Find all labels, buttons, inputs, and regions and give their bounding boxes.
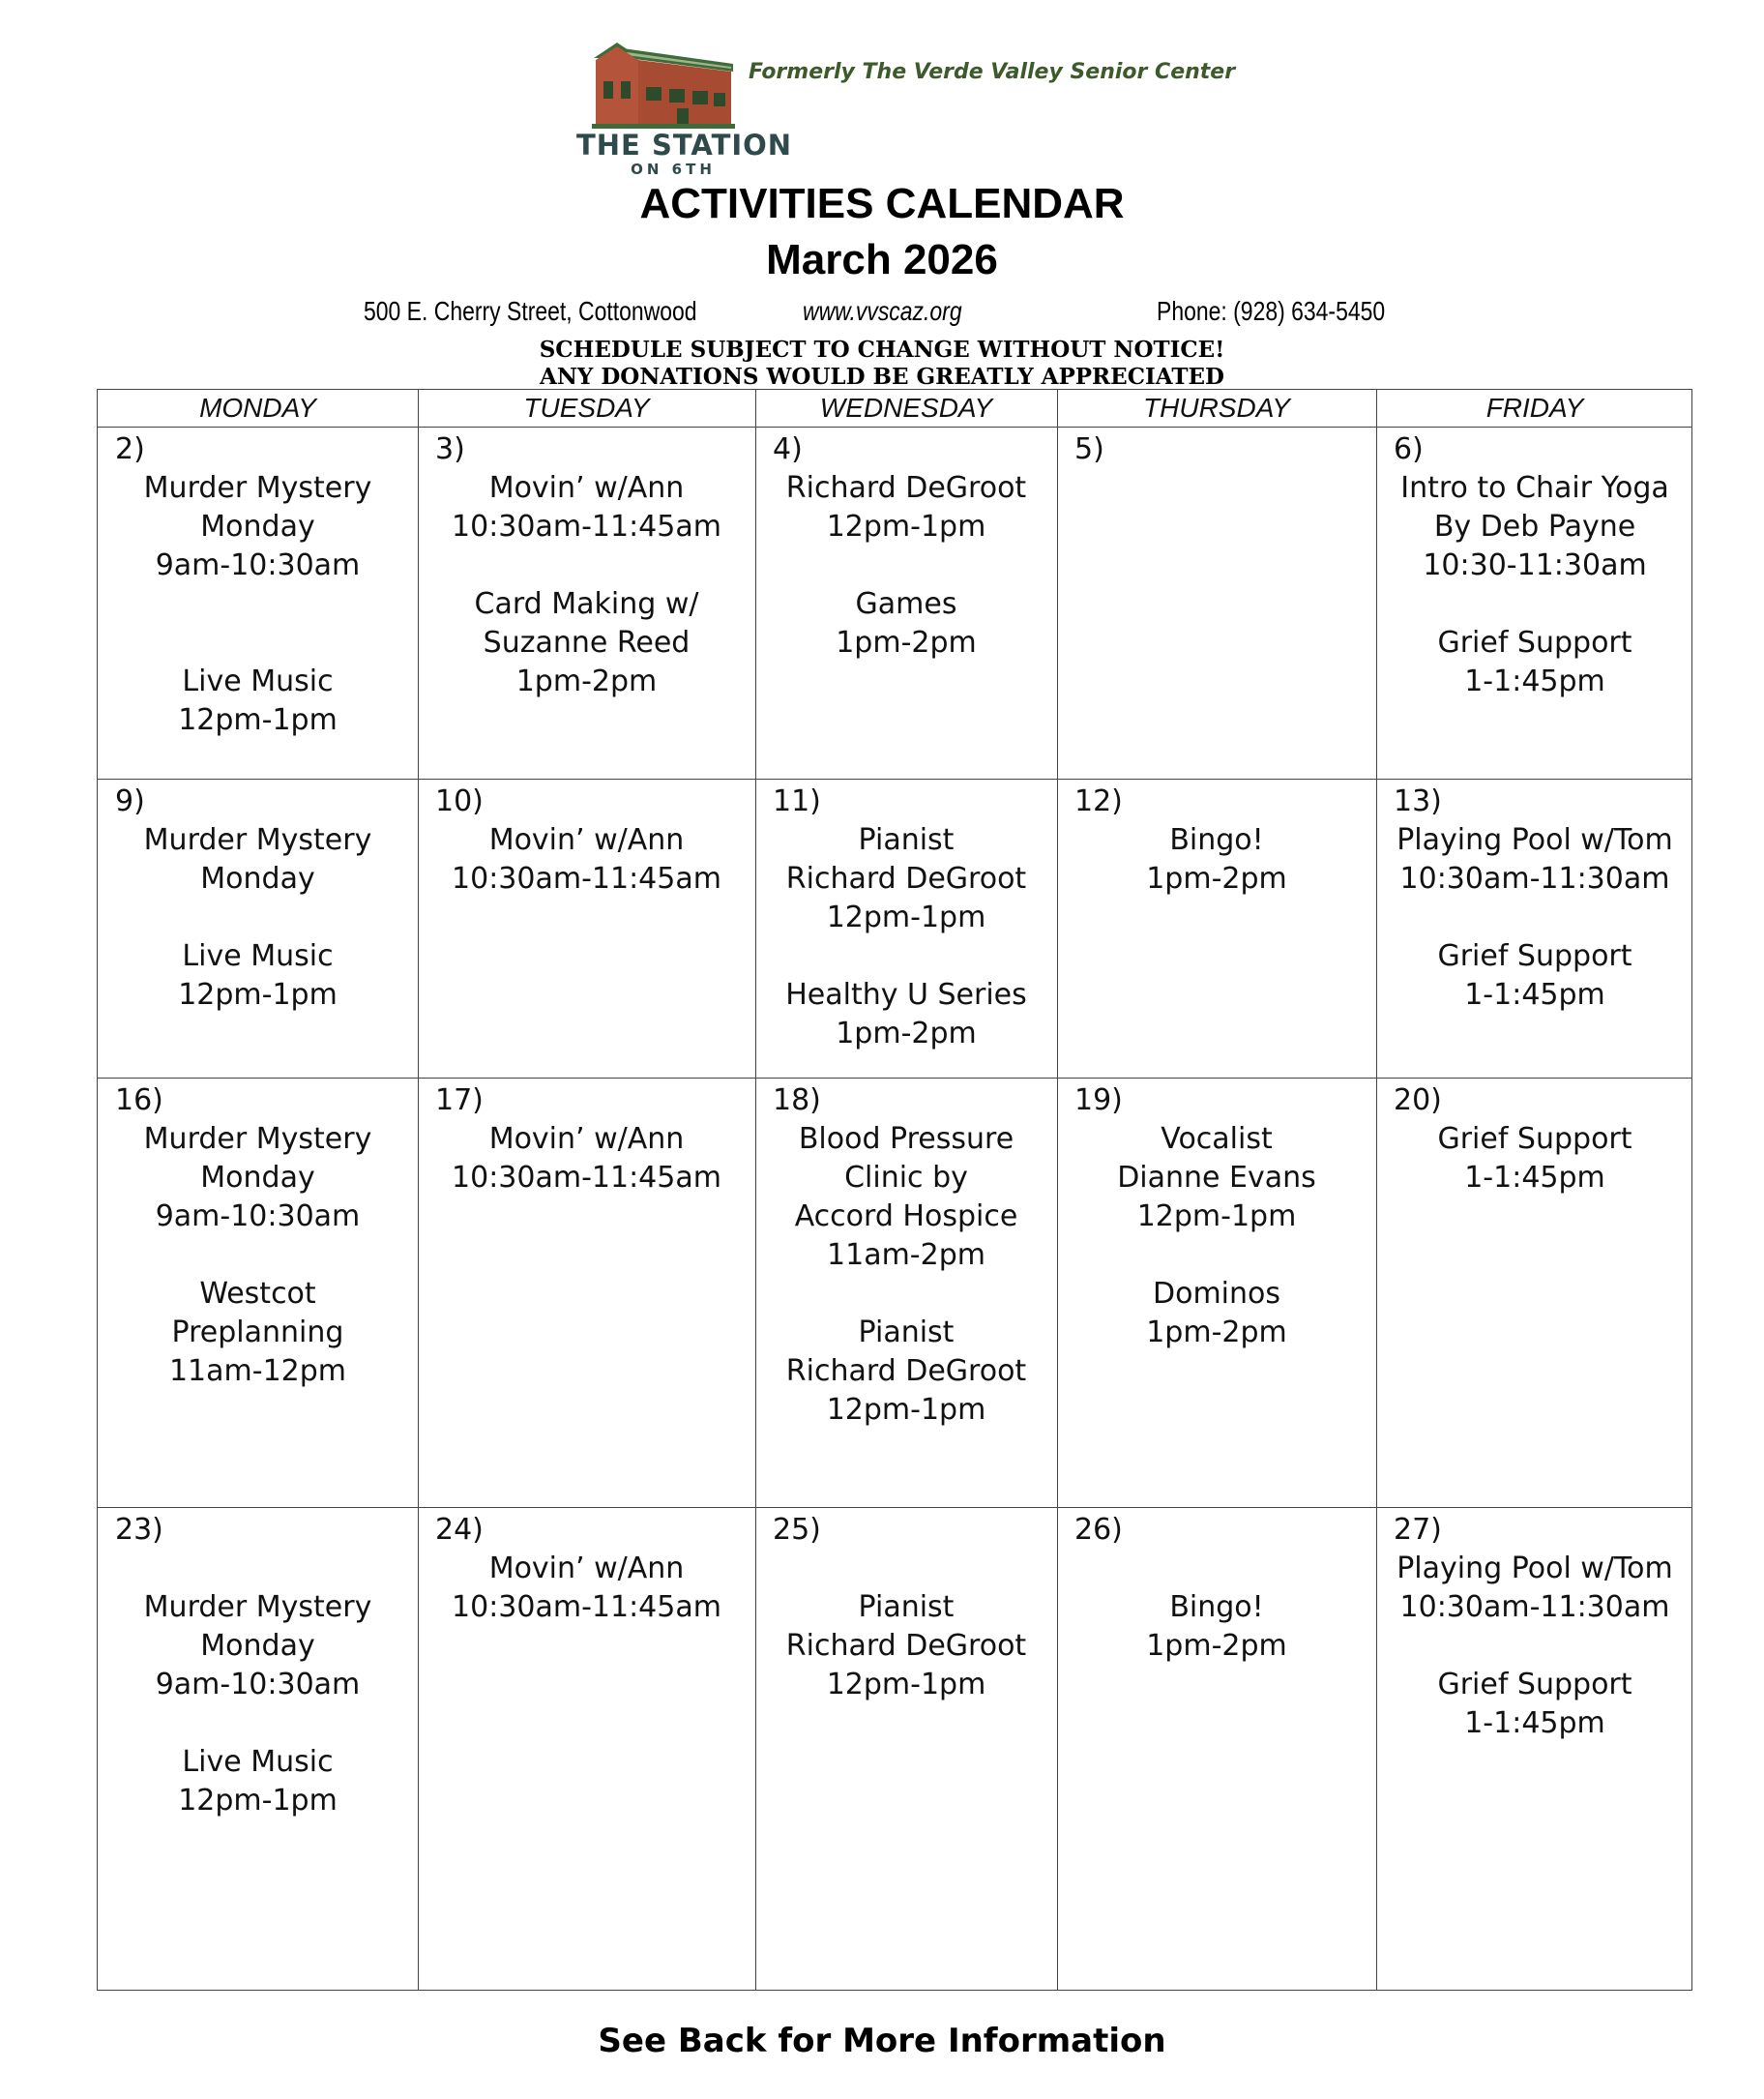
event-line: 1-1:45pm (1464, 1161, 1605, 1195)
event-line: Dianne Evans (1117, 1161, 1316, 1195)
day-number: 26) (1074, 1513, 1123, 1547)
day-cell (755, 427, 1057, 779)
event-list (1380, 1550, 1690, 1743)
event-line: Richard DeGroot (785, 1354, 1027, 1388)
day-cell (755, 779, 1057, 1078)
event-line: Blood Pressure (798, 1122, 1014, 1156)
event-list (1061, 821, 1372, 899)
event-line: 1-1:45pm (1464, 1706, 1605, 1740)
event-list (102, 1550, 414, 1820)
day-number: 16) (115, 1083, 163, 1117)
event-spacer (102, 1704, 414, 1743)
event-line: 9am-10:30am (155, 1668, 361, 1701)
day-cell (418, 427, 755, 779)
event-line: 10:30-11:30am (1423, 548, 1647, 582)
event-list (422, 1550, 751, 1627)
event-list (1380, 821, 1690, 1015)
event-line: 12pm-1pm (826, 510, 986, 544)
event-spacer (759, 1550, 1053, 1588)
event-line: 9am-10:30am (155, 1199, 361, 1233)
event-line: Monday (200, 862, 315, 896)
event-line: Bingo! (1169, 1590, 1264, 1624)
day-number: 27) (1394, 1513, 1442, 1547)
day-header-monday: MONDAY (199, 393, 316, 423)
event-line: Grief Support (1437, 1668, 1632, 1701)
day-header-thursday: THURSDAY (1143, 393, 1290, 423)
day-cell (98, 427, 418, 779)
event-line: Healthy U Series (785, 978, 1027, 1012)
event-line: Murder Mystery (143, 471, 372, 505)
event-line: 11am-2pm (827, 1238, 985, 1272)
event-line: Clinic by (844, 1161, 968, 1195)
event-spacer (759, 1275, 1053, 1314)
day-header-wednesday: WEDNESDAY (819, 393, 993, 423)
day-number: 13) (1394, 784, 1442, 818)
event-line: 12pm-1pm (826, 1393, 986, 1427)
day-number: 17) (435, 1083, 484, 1117)
day-number: 24) (435, 1513, 484, 1547)
event-spacer (759, 937, 1053, 976)
event-line: 12pm-1pm (178, 1784, 338, 1818)
event-line: 12pm-1pm (178, 978, 338, 1012)
event-line: Dominos (1152, 1277, 1280, 1311)
day-number: 9) (115, 784, 145, 818)
event-list (102, 821, 414, 1015)
event-spacer (102, 624, 414, 663)
event-line: Accord Hospice (794, 1199, 1018, 1233)
day-number: 3) (435, 432, 465, 466)
event-line: Vocalist (1161, 1122, 1273, 1156)
calendar-month: March 2026 (766, 236, 998, 283)
event-line: Live Music (182, 1745, 334, 1779)
day-number: 12) (1074, 784, 1123, 818)
day-number: 4) (773, 432, 803, 466)
event-line: Grief Support (1437, 626, 1632, 660)
event-line: Pianist (858, 823, 955, 857)
event-line: Murder Mystery (143, 1590, 372, 1624)
phone-number: Phone: (928) 634-5450 (1157, 296, 1386, 326)
day-number: 5) (1074, 432, 1104, 466)
day-cell (1057, 427, 1376, 779)
page-title: ACTIVITIES CALENDAR (639, 180, 1125, 227)
brand-name: THE STATION (576, 129, 793, 162)
event-line: 12pm-1pm (1136, 1199, 1297, 1233)
day-number: 18) (773, 1083, 821, 1117)
event-line: 12pm-1pm (826, 1668, 986, 1701)
day-number: 11) (773, 784, 821, 818)
event-list (102, 469, 414, 740)
event-line: Live Music (182, 665, 334, 698)
event-list (102, 1120, 414, 1391)
day-cell (418, 1078, 755, 1507)
day-cell (1376, 1078, 1693, 1507)
event-line: Pianist (858, 1590, 955, 1624)
event-list (759, 1550, 1053, 1704)
day-cell (98, 1078, 418, 1507)
day-cell (418, 779, 755, 1078)
event-line: By Deb Payne (1433, 510, 1636, 544)
event-line: 1pm-2pm (515, 665, 658, 698)
day-cell (418, 1507, 755, 1992)
day-cell (1376, 1507, 1693, 1992)
event-line: Murder Mystery (143, 823, 372, 857)
event-spacer (422, 547, 751, 585)
event-spacer (102, 1236, 414, 1275)
event-spacer (759, 547, 1053, 585)
event-line: 1pm-2pm (1146, 1629, 1287, 1663)
event-line: 12pm-1pm (178, 703, 338, 737)
day-number: 23) (115, 1513, 163, 1547)
event-line: Monday (200, 1629, 315, 1663)
day-number: 19) (1074, 1083, 1123, 1117)
day-cell (1376, 427, 1693, 779)
event-list (422, 821, 751, 899)
event-list (422, 1120, 751, 1197)
event-list (759, 1120, 1053, 1430)
event-line: 1pm-2pm (836, 1017, 977, 1050)
day-cell (1057, 1078, 1376, 1507)
event-spacer (102, 1550, 414, 1588)
event-line: 1pm-2pm (836, 626, 977, 660)
event-spacer (102, 899, 414, 937)
event-line: 11am-12pm (168, 1354, 347, 1388)
event-line: Playing Pool w/Tom (1396, 1552, 1673, 1585)
event-line: Intro to Chair Yoga (1400, 471, 1669, 505)
day-number: 2) (115, 432, 145, 466)
event-list (759, 821, 1053, 1053)
event-line: 1pm-2pm (1146, 862, 1287, 896)
event-spacer (1061, 1550, 1372, 1588)
schedule-notice: SCHEDULE SUBJECT TO CHANGE WITHOUT NOTICE! (539, 337, 1225, 363)
event-list (759, 469, 1053, 663)
event-line: Monday (200, 510, 315, 544)
event-line: Live Music (182, 939, 334, 973)
event-line: 1-1:45pm (1464, 978, 1605, 1012)
event-line: 10:30am-11:45am (452, 1590, 721, 1624)
day-cell (1057, 1507, 1376, 1992)
address: 500 E. Cherry Street, Cottonwood (364, 296, 697, 326)
event-line: Grief Support (1437, 1122, 1632, 1156)
event-line: Richard DeGroot (785, 471, 1027, 505)
event-list (1061, 1120, 1372, 1352)
calendar-grid (97, 389, 1692, 1991)
day-cell (98, 779, 418, 1078)
event-line: 10:30am-11:45am (452, 862, 721, 896)
event-list (1380, 469, 1690, 701)
event-line: Playing Pool w/Tom (1396, 823, 1673, 857)
day-number: 20) (1394, 1083, 1442, 1117)
event-line: Richard DeGroot (785, 862, 1027, 896)
event-line: 10:30am-11:30am (1399, 862, 1670, 896)
event-line: 10:30am-11:45am (452, 1161, 721, 1195)
day-cell (1057, 779, 1376, 1078)
event-line: 9am-10:30am (155, 548, 361, 582)
day-number: 6) (1394, 432, 1424, 466)
day-header-tuesday: TUESDAY (523, 393, 650, 423)
day-cell (755, 1507, 1057, 1992)
event-spacer (1380, 1627, 1690, 1666)
event-line: Card Making w/ (474, 587, 699, 621)
event-line: 10:30am-11:45am (452, 510, 721, 544)
event-line: Murder Mystery (143, 1122, 372, 1156)
event-line: Movin’ w/Ann (488, 823, 685, 857)
event-line: Richard DeGroot (785, 1629, 1027, 1663)
event-line: Preplanning (171, 1316, 344, 1349)
event-list (1061, 1550, 1372, 1666)
event-line: Bingo! (1169, 823, 1264, 857)
event-line: Suzanne Reed (483, 626, 691, 660)
footer-note: See Back for More Information (598, 2022, 1166, 2060)
day-cell (98, 1507, 418, 1992)
event-list (1380, 1120, 1690, 1197)
event-list (422, 469, 751, 701)
brand-subtitle: ON 6TH (631, 161, 716, 178)
event-spacer (102, 585, 414, 624)
event-line: Monday (200, 1161, 315, 1195)
event-line: 1pm-2pm (1146, 1316, 1287, 1349)
event-line: Westcot (199, 1277, 316, 1311)
event-spacer (1061, 1236, 1372, 1275)
station-building-icon (576, 39, 741, 132)
website-link[interactable]: www.vvscaz.org (803, 296, 962, 326)
event-line: Movin’ w/Ann (488, 471, 685, 505)
logo (576, 39, 1236, 184)
event-line: Movin’ w/Ann (488, 1552, 685, 1585)
event-line: Games (855, 587, 957, 621)
day-cell (755, 1078, 1057, 1507)
event-spacer (1380, 585, 1690, 624)
event-line: Movin’ w/Ann (488, 1122, 685, 1156)
day-cell (1376, 779, 1693, 1078)
day-number: 10) (435, 784, 484, 818)
day-number: 25) (773, 1513, 821, 1547)
tagline: Formerly The Verde Valley Senior Center (749, 60, 1236, 84)
event-line: 12pm-1pm (826, 901, 986, 934)
event-line: 10:30am-11:30am (1399, 1590, 1670, 1624)
event-spacer (1380, 899, 1690, 937)
donation-notice: ANY DONATIONS WOULD BE GREATLY APPRECIATED (540, 364, 1224, 390)
event-line: 1-1:45pm (1464, 665, 1605, 698)
event-line: Pianist (858, 1316, 955, 1349)
day-header-friday: FRIDAY (1485, 393, 1584, 423)
event-line: Grief Support (1437, 939, 1632, 973)
